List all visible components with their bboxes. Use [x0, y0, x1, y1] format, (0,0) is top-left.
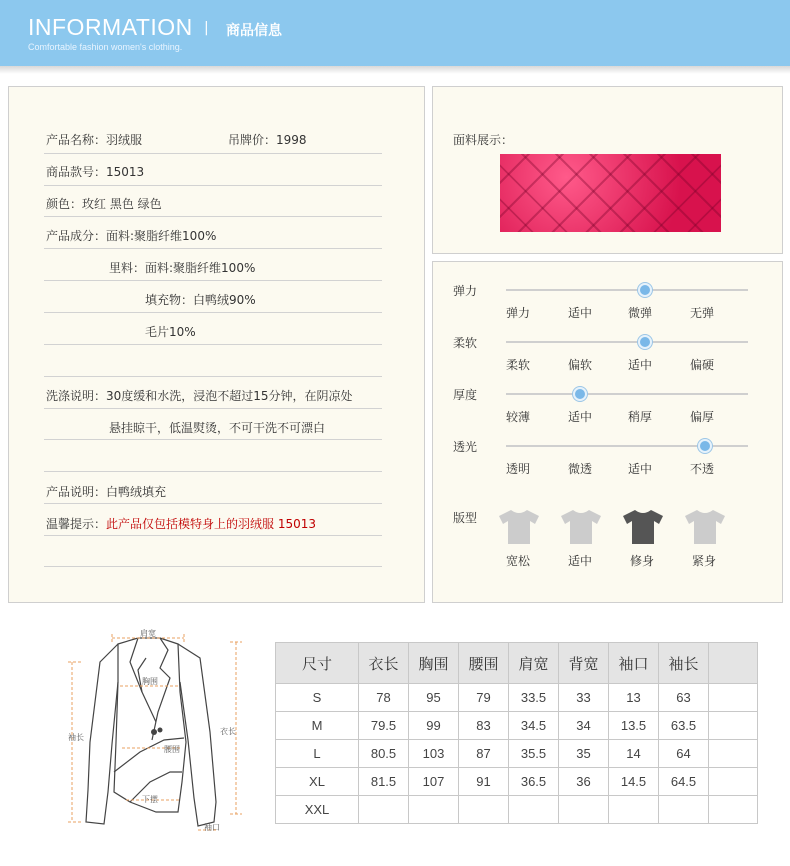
header-cell: 袖口 [609, 643, 659, 684]
attribute-option: 弹力 [506, 306, 531, 320]
size-value-cell [359, 796, 409, 824]
slider-track [506, 289, 748, 291]
divider [44, 439, 382, 440]
attribute-label: 柔软 [453, 336, 478, 350]
divider [44, 471, 382, 472]
size-value-cell: 103 [409, 740, 459, 768]
attribute-option: 适中 [628, 462, 653, 476]
label-shoulder: 肩宽 [140, 629, 156, 638]
fit-option-label: 紧身 [692, 554, 717, 568]
header-cell: 尺寸 [276, 643, 359, 684]
attribute-option: 较薄 [506, 410, 531, 424]
composition-text: 产品成分：面料:聚脂纤维100% [46, 229, 217, 243]
size-value-cell: 95 [409, 684, 459, 712]
header-cell: 袖长 [659, 643, 709, 684]
slider-knob [698, 439, 712, 453]
header-cell: 腰围 [459, 643, 509, 684]
size-value-cell: 79.5 [359, 712, 409, 740]
size-value-cell [609, 796, 659, 824]
size-value-cell [709, 796, 758, 824]
header-shadow [0, 66, 790, 74]
size-value-cell: 36 [559, 768, 609, 796]
attribute-option: 偏软 [568, 358, 593, 372]
size-value-cell: 63.5 [659, 712, 709, 740]
attribute-option: 偏硬 [690, 358, 715, 372]
attribute-option: 适中 [568, 306, 593, 320]
size-value-cell: 79 [459, 684, 509, 712]
warm-tip-text: 此产品仅包括模特身上的羽绒服 15013 [106, 517, 317, 531]
size-value-cell [409, 796, 459, 824]
size-value-cell: 63 [659, 684, 709, 712]
warm-tip-label: 温馨提示： [46, 517, 107, 531]
attribute-option: 微透 [568, 462, 593, 476]
divider [44, 503, 382, 504]
size-value-cell: 35 [559, 740, 609, 768]
size-value-cell: 87 [459, 740, 509, 768]
header-title-cn: 商品信息 [226, 23, 282, 39]
attribute-label: 透光 [453, 440, 478, 454]
size-value-cell [559, 796, 609, 824]
size-value-cell: 107 [409, 768, 459, 796]
size-value-cell: 36.5 [509, 768, 559, 796]
header-cell: 衣长 [359, 643, 409, 684]
slider-track [506, 393, 748, 395]
slider-knob [638, 335, 652, 349]
size-table-header [276, 643, 758, 684]
tshirt-icon [497, 508, 541, 546]
label-chest: 胸围 [142, 677, 158, 686]
divider [44, 185, 382, 186]
attribute-option: 不透 [690, 462, 715, 476]
attribute-option: 稍厚 [628, 410, 653, 424]
attribute-label: 厚度 [453, 388, 478, 402]
size-value-cell [709, 684, 758, 712]
header-separator: | [204, 20, 209, 36]
divider [44, 344, 382, 345]
attribute-option: 偏厚 [690, 410, 715, 424]
attribute-option: 柔软 [506, 358, 531, 372]
size-label-cell: XL [276, 768, 359, 796]
fit-option-label: 修身 [630, 554, 655, 568]
size-table [275, 642, 758, 824]
size-value-cell: 13.5 [609, 712, 659, 740]
slider-track [506, 341, 748, 343]
size-row [276, 796, 758, 824]
size-value-cell [709, 768, 758, 796]
size-label-cell: L [276, 740, 359, 768]
size-value-cell: 34.5 [509, 712, 559, 740]
warm-tip [46, 515, 316, 532]
size-value-cell [459, 796, 509, 824]
size-value-cell: 83 [459, 712, 509, 740]
label-cuff: 袖口 [204, 823, 220, 832]
size-label-cell: XXL [276, 796, 359, 824]
size-value-cell: 64.5 [659, 768, 709, 796]
product-name: 产品名称：羽绒服 [46, 133, 143, 147]
header-cell: 胸围 [409, 643, 459, 684]
size-row [276, 712, 758, 740]
slider-knob [573, 387, 587, 401]
fabric-swatch-image [500, 154, 721, 232]
button-icon [151, 729, 157, 735]
divider [44, 312, 382, 313]
fit-label: 版型 [453, 511, 478, 525]
size-row [276, 740, 758, 768]
filling-text: 填充物：白鸭绒90% [145, 293, 256, 307]
size-value-cell: 81.5 [359, 768, 409, 796]
size-value-cell: 80.5 [359, 740, 409, 768]
divider [44, 376, 382, 377]
header-banner [0, 0, 790, 66]
attribute-label: 弹力 [453, 284, 478, 298]
size-value-cell: 13 [609, 684, 659, 712]
label-sleeve: 袖长 [68, 733, 84, 742]
size-row [276, 768, 758, 796]
size-value-cell: 35.5 [509, 740, 559, 768]
label-length: 衣长 [220, 727, 236, 736]
size-value-cell [509, 796, 559, 824]
feather-text: 毛片10% [145, 325, 196, 339]
size-value-cell: 33 [559, 684, 609, 712]
divider [44, 535, 382, 536]
divider [44, 248, 382, 249]
tshirt-icon [621, 508, 665, 546]
size-value-cell: 91 [459, 768, 509, 796]
header-cell: 肩宽 [509, 643, 559, 684]
button-icon [158, 728, 163, 733]
lining-text: 里料：面料:聚脂纤维100% [109, 261, 256, 275]
fabric-label: 面料展示： [453, 133, 514, 147]
attribute-option: 透明 [506, 462, 531, 476]
size-value-cell: 14.5 [609, 768, 659, 796]
divider [44, 566, 382, 567]
size-value-cell [659, 796, 709, 824]
header-cell: 背宽 [559, 643, 609, 684]
product-price: 吊牌价：1998 [228, 133, 307, 147]
size-value-cell: 14 [609, 740, 659, 768]
size-value-cell: 78 [359, 684, 409, 712]
colors-text: 颜色：玫红 黑色 绿色 [46, 197, 162, 211]
wash-instructions-1: 洗涤说明：30度缓和水洗，浸泡不超过15分钟，在阴凉处 [46, 389, 353, 403]
attributes-panel [432, 261, 783, 603]
header-title: INFORMATION [28, 14, 193, 40]
jacket-measurement-diagram [60, 622, 250, 837]
fit-option-label: 宽松 [506, 554, 531, 568]
divider [44, 216, 382, 217]
size-value-cell: 64 [659, 740, 709, 768]
size-label-cell: M [276, 712, 359, 740]
fit-option-label: 适中 [568, 554, 593, 568]
size-label-cell: S [276, 684, 359, 712]
wash-instructions-2: 悬挂晾干，低温熨烫，不可干洗不可漂白 [109, 421, 326, 435]
size-value-cell: 33.5 [509, 684, 559, 712]
attribute-option: 无弹 [690, 306, 715, 320]
slider-knob [638, 283, 652, 297]
size-value-cell [709, 740, 758, 768]
label-waist: 腰围 [164, 745, 180, 754]
label-hem: 下摆 [142, 795, 158, 804]
divider [44, 280, 382, 281]
attribute-option: 适中 [628, 358, 653, 372]
size-value-cell: 99 [409, 712, 459, 740]
product-description: 产品说明：白鸭绒填充 [46, 485, 167, 499]
tshirt-icon [683, 508, 727, 546]
tshirt-icon [559, 508, 603, 546]
divider [44, 153, 382, 154]
size-value-cell [709, 712, 758, 740]
attribute-option: 微弹 [628, 306, 653, 320]
style-number: 商品款号：15013 [46, 165, 145, 179]
header-cell [709, 643, 758, 684]
size-value-cell: 34 [559, 712, 609, 740]
size-row [276, 684, 758, 712]
header-subtitle: Comfortable fashion women's clothing. [28, 42, 183, 52]
divider [44, 408, 382, 409]
attribute-option: 适中 [568, 410, 593, 424]
